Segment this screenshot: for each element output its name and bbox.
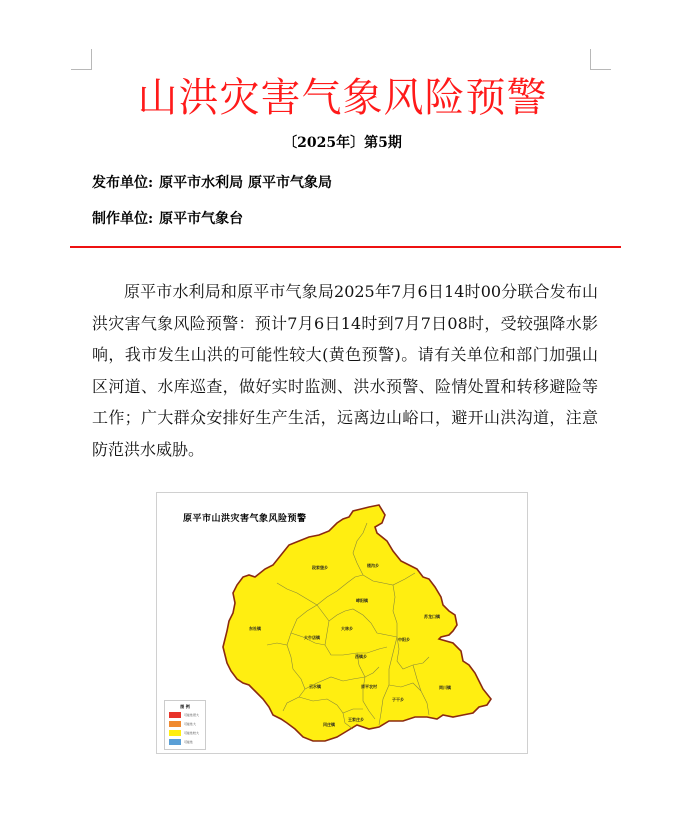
document-title: 山洪灾害气象风险预警 (137, 75, 548, 121)
region-label: 苏龙口镇 (424, 614, 440, 619)
warning-body-paragraph: 原平市水利局和原平市气象局2025年7月6日14时00分联合发布山洪灾害气象风险预警：预计7月6日14时到7月7日08时，受较强降水影响，我市发生山洪的可能性较大(黄色预警)。请有关单位和部门加强山区河道、水库巡查，做好实时监测、洪水预警、险情处置和转移避险等工作；广大群众安排好生产生活，远离边山峪口，避开山洪沟道，注意防范洪水威胁。 (92, 282, 598, 459)
legend-label: 可能性大 (184, 722, 197, 726)
producer-label: 制作单位: (92, 211, 154, 227)
legend-label: 可能性较大 (184, 731, 200, 735)
region-label: 东社镇 (249, 626, 261, 631)
red-divider-rule (70, 246, 621, 248)
producer-value: 原平市气象台 (159, 211, 244, 227)
legend-item (169, 721, 203, 728)
legend-item (169, 739, 203, 746)
issuer-line (92, 173, 332, 193)
page-corner-mark-top-right (590, 49, 611, 70)
county-outline (223, 505, 491, 741)
region-label: 大林乡 (341, 626, 353, 631)
region-label: 中阳乡 (398, 637, 410, 642)
legend-swatch-orange (169, 721, 181, 727)
region-label: 大牛店镇 (304, 635, 320, 640)
issuer-value: 原平市水利局 原平市气象局 (159, 175, 333, 191)
map-legend (164, 700, 206, 750)
region-label: 楼沟乡 (367, 563, 379, 568)
legend-swatch-yellow (169, 730, 181, 736)
page-corner-mark-top-left (71, 49, 92, 70)
region-label: 崞阳镇 (356, 598, 368, 603)
region-label: 西镇乡 (355, 654, 367, 659)
issue-number: 〔2025年〕第5期 (283, 135, 402, 151)
region-label: 同川镇 (439, 685, 451, 690)
region-label: 子干乡 (392, 697, 404, 702)
legend-label: 可能性很大 (184, 713, 200, 717)
issuer-label: 发布单位: (92, 175, 154, 191)
legend-label: 可能性 (184, 740, 194, 744)
legend-title: 图 例 (180, 704, 190, 709)
region-label: 闫庄镇 (323, 722, 335, 727)
county-map-graphic (157, 493, 527, 753)
map-title: 原平市山洪灾害气象风险预警 (183, 514, 307, 524)
legend-swatch-blue (169, 739, 181, 745)
producer-line (92, 209, 243, 229)
region-label: 段家堡乡 (312, 565, 328, 570)
risk-map-figure (156, 492, 528, 754)
legend-swatch-red (169, 712, 181, 718)
legend-item (169, 712, 203, 719)
region-label: 原平农村 (361, 684, 377, 689)
region-label: 云水镇 (309, 684, 321, 689)
region-label: 王家庄乡 (348, 717, 364, 722)
legend-item (169, 730, 203, 737)
